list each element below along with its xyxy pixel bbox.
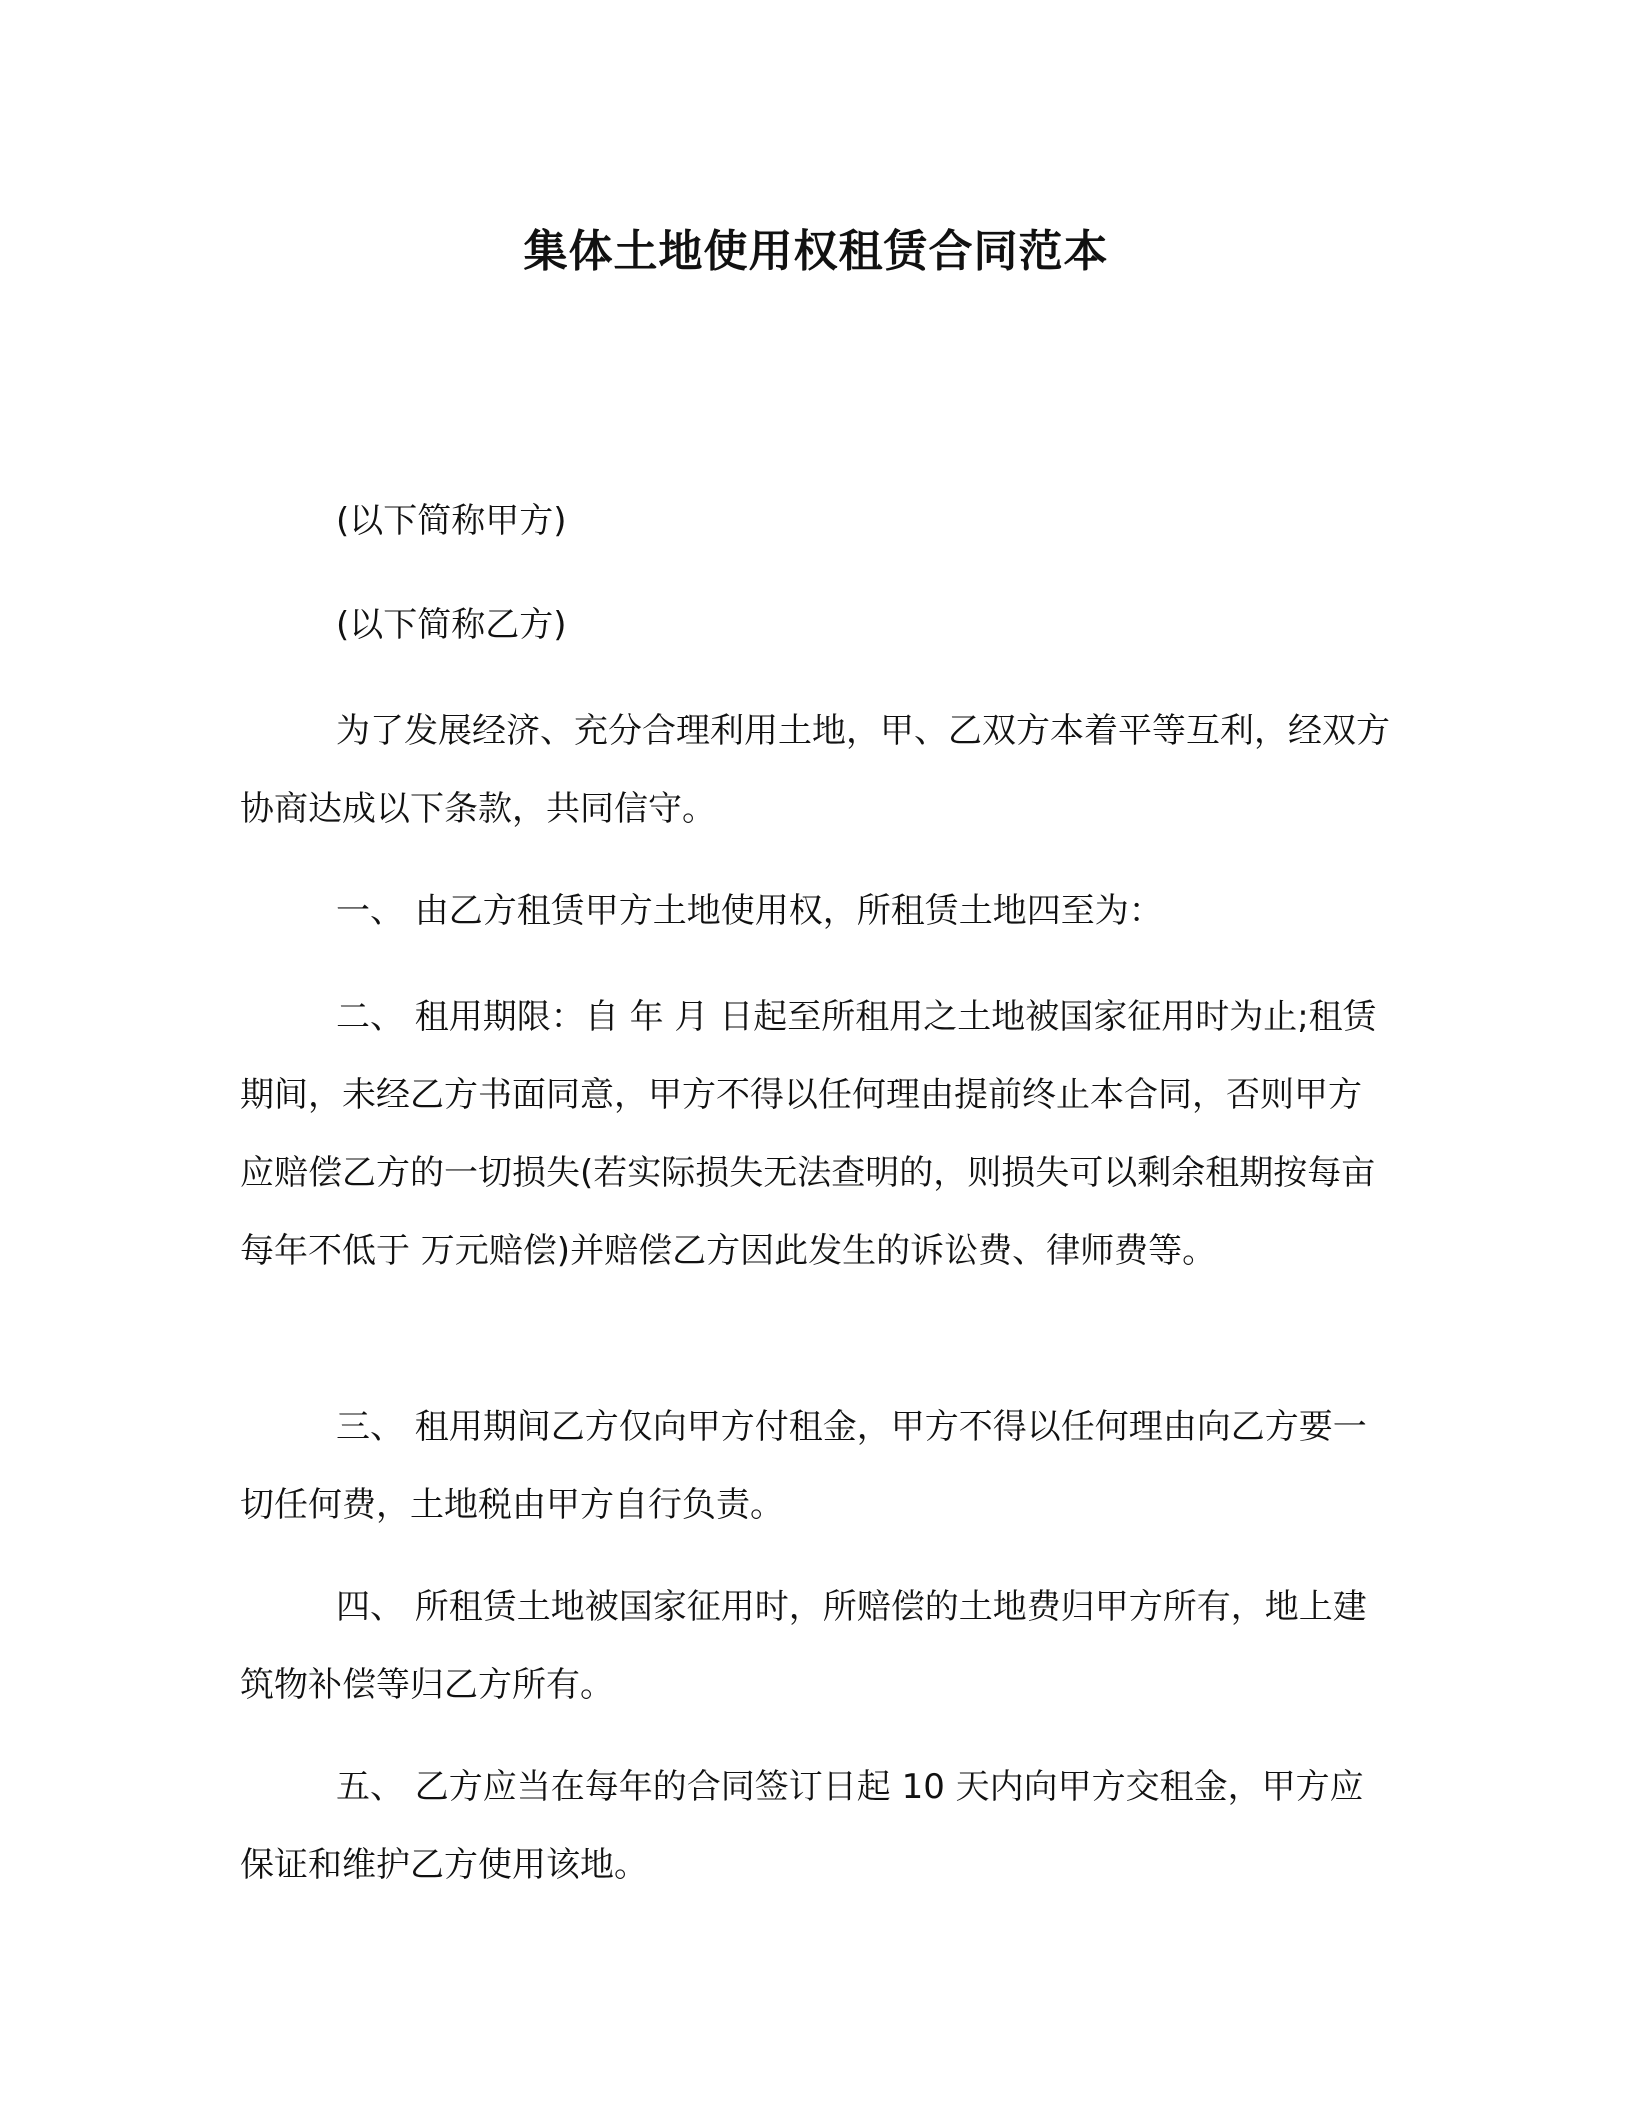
intro-paragraph <box>240 692 1390 848</box>
clause-1 <box>240 872 1390 950</box>
clause-4-text: 四、 所租赁土地被国家征用时，所赔偿的土地费归甲方所有，地上建筑物补偿等归乙方所有。 <box>240 1587 1367 1705</box>
party-b-text: (以下简称乙方) <box>336 605 567 645</box>
clause-5-text: 五、 乙方应当在每年的合同签订日起 10 天内向甲方交租金，甲方应保证和维护乙方使用该地。 <box>240 1767 1364 1885</box>
clause-1-text: 一、 由乙方租赁甲方土地使用权，所租赁土地四至为： <box>336 891 1163 931</box>
clause-2-text: 二、 租用期限：自 年 月 日起至所租用之土地被国家征用时为止;租赁期间，未经乙方书面同意，甲方不得以任何理由提前终止本合同，否则甲方应赔偿乙方的一切损失(若实际损失无法查明的，则损失可以剩余租期按每亩每年不低于 万元赔偿)并赔偿乙方因此发生的诉讼费、律师费等。 <box>240 997 1377 1271</box>
party-a-line <box>240 482 1390 560</box>
clause-2 <box>240 978 1390 1290</box>
document-title: 集体土地使用权租赁合同范本 <box>523 226 1109 277</box>
party-b-line <box>240 586 1390 664</box>
intro-text: 为了发展经济、充分合理利用土地，甲、乙双方本着平等互利，经双方协商达成以下条款，共同信守。 <box>240 711 1390 829</box>
clause-5 <box>240 1748 1390 1904</box>
party-a-text: (以下简称甲方) <box>336 501 567 541</box>
clause-4 <box>240 1568 1390 1724</box>
clause-3 <box>240 1388 1390 1544</box>
clause-3-text: 三、 租用期间乙方仅向甲方付租金，甲方不得以任何理由向乙方要一切任何费，土地税由甲方自行负责。 <box>240 1407 1367 1525</box>
